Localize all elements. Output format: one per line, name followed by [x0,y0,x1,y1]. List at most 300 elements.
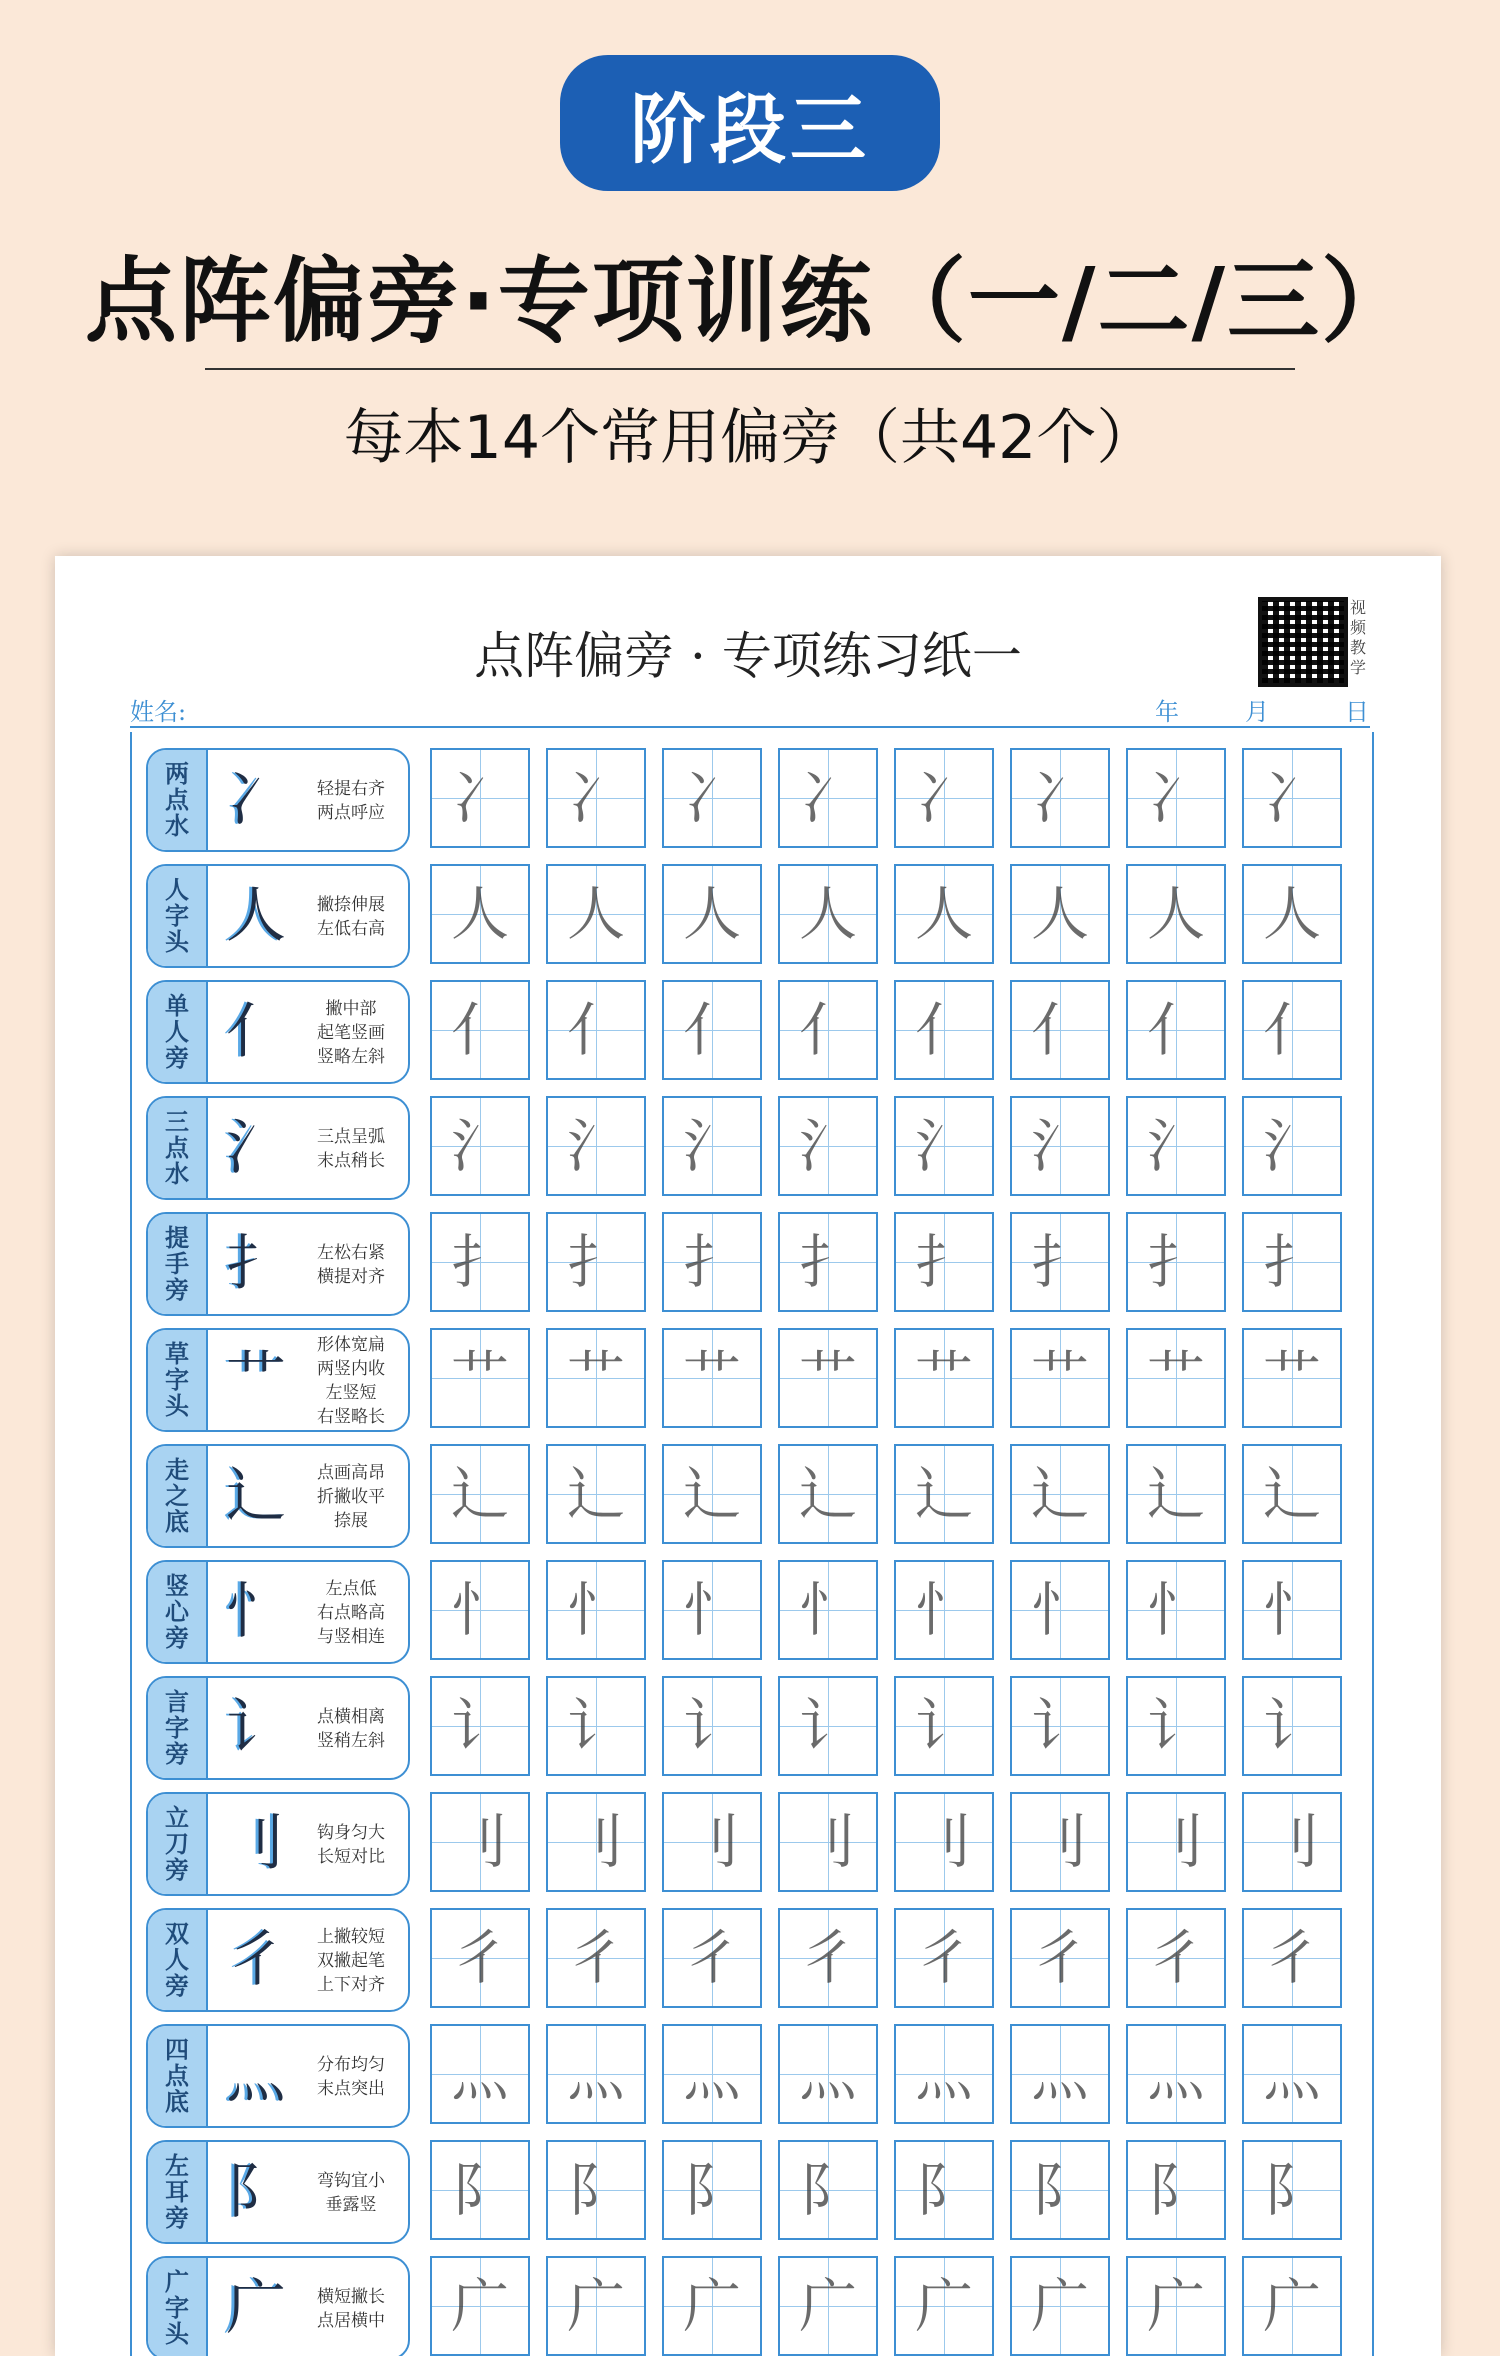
practice-cell[interactable] [1242,1676,1342,1776]
radical-name-char: 旁 [165,2203,189,2232]
practice-cell[interactable] [1010,1328,1110,1428]
radical-tip-line: 形体宽扁 [317,1335,385,1355]
radical-name-char: 旁 [165,1623,189,1652]
practice-cell[interactable] [1010,748,1110,848]
practice-cell[interactable] [778,1908,878,2008]
practice-cell[interactable] [430,864,530,964]
radical-sample-glyph: 灬 [226,2041,286,2111]
radical-name-char: 两 [165,759,189,788]
radical-tip-line: 三点呈弧 [317,1127,385,1147]
practice-cell[interactable] [778,1212,878,1312]
radical-name-char: 人 [165,1945,189,1974]
radical-name-char: 旁 [165,1739,189,1768]
dotted-trace-glyph: 忄 [1146,1576,1205,1644]
practice-cell[interactable] [546,1444,646,1544]
practice-cell[interactable] [1242,1908,1342,2008]
radical-sample-glyph: 刂 [226,1809,286,1879]
radical-name-char: 旁 [165,1855,189,1884]
dotted-trace-glyph: 刂 [682,1808,741,1876]
radical-row [132,1906,1372,2014]
dotted-trace-glyph: 艹 [1146,1344,1205,1412]
practice-cell[interactable] [430,1444,530,1544]
practice-cell[interactable] [662,2024,762,2124]
radical-tip-line: 末点突出 [317,2079,385,2099]
dotted-trace-glyph: 辶 [1262,1460,1321,1528]
radical-row [132,2138,1372,2246]
dotted-trace-glyph: 亻 [798,996,857,1064]
practice-cell[interactable] [1242,1096,1342,1196]
radical-label-card [146,1328,410,1432]
radical-tip-line: 横提对齐 [317,1267,385,1287]
radical-sample-glyph: 阝 [226,2157,286,2227]
practice-cell[interactable] [430,748,530,848]
practice-cell[interactable] [1010,2024,1110,2124]
practice-cell[interactable] [662,1676,762,1776]
radical-name [148,1794,208,1894]
practice-cell[interactable] [546,1676,646,1776]
practice-cell[interactable] [662,1908,762,2008]
radical-sample-glyph: 亻 [226,997,286,1067]
radical-label-card [146,1908,410,2012]
practice-cell[interactable] [546,1792,646,1892]
dotted-trace-glyph: 灬 [1146,2040,1205,2108]
dotted-trace-glyph: 艹 [1030,1344,1089,1412]
radical-label-card [146,1676,410,1780]
radical-name-char: 旁 [165,1971,189,2000]
dotted-trace-glyph: 阝 [914,2156,973,2224]
practice-cell[interactable] [894,1444,994,1544]
radical-tip-line: 撇捺伸展 [317,895,385,915]
practice-cell[interactable] [778,1676,878,1776]
dotted-trace-glyph: 灬 [1262,2040,1321,2108]
practice-cell[interactable] [662,1096,762,1196]
radical-name-char: 左 [165,2151,189,2180]
dotted-trace-glyph: 冫 [798,764,857,832]
dotted-trace-glyph: 扌 [798,1228,857,1296]
dotted-trace-glyph: 灬 [914,2040,973,2108]
practice-cell[interactable] [1242,864,1342,964]
practice-cell[interactable] [662,864,762,964]
practice-cell[interactable] [546,1908,646,2008]
dotted-trace-glyph: 广 [450,2272,509,2340]
radical-sample-glyph: 讠 [226,1693,286,1763]
radical-row [132,1326,1372,1434]
radical-name [148,750,208,850]
practice-cell[interactable] [894,1328,994,1428]
radical-row [132,862,1372,970]
practice-cell[interactable] [778,1560,878,1660]
practice-cell[interactable] [662,2140,762,2240]
radical-row [132,2022,1372,2130]
practice-cell[interactable] [1242,2140,1342,2240]
dotted-trace-glyph: 艹 [1262,1344,1321,1412]
practice-cell[interactable] [546,2024,646,2124]
radical-tip-line: 左低右高 [317,919,385,939]
dotted-trace-glyph: 彳 [566,1924,625,1992]
radical-tip-line: 点横相离 [317,1707,385,1727]
radical-tips [298,1456,404,1538]
radical-tips [298,2152,404,2234]
practice-cell[interactable] [778,1096,878,1196]
radical-tip-line: 末点稍长 [317,1151,385,1171]
practice-cell[interactable] [430,2256,530,2356]
radical-name-char: 点 [165,785,189,814]
practice-cell[interactable] [1126,1444,1226,1544]
dotted-trace-glyph: 忄 [1262,1576,1321,1644]
practice-cell[interactable] [1126,864,1226,964]
radical-row [132,1790,1372,1898]
practice-cell[interactable] [430,1676,530,1776]
radical-label-card [146,980,410,1084]
practice-cell[interactable] [778,864,878,964]
dotted-trace-glyph: 氵 [1146,1112,1205,1180]
radical-sample-glyph: 冫 [226,765,286,835]
practice-cell[interactable] [546,2140,646,2240]
radical-row [132,746,1372,854]
practice-cell[interactable] [662,1792,762,1892]
radical-name-char: 头 [165,927,189,956]
radical-sample-glyph: 忄 [226,1577,286,1647]
radical-tips [298,1224,404,1306]
dotted-trace-glyph: 人 [682,880,741,948]
practice-cell[interactable] [1242,1560,1342,1660]
radical-name-char: 立 [165,1803,189,1832]
radical-tip-line: 钩身匀大 [317,1823,385,1843]
radical-name [148,1098,208,1198]
practice-cell[interactable] [546,2256,646,2356]
radical-tip-line: 两竖内收 [317,1359,385,1379]
dotted-trace-glyph: 彳 [1146,1924,1205,1992]
practice-cell[interactable] [778,980,878,1080]
radical-name-char: 人 [165,875,189,904]
dotted-trace-glyph: 讠 [798,1692,857,1760]
practice-cell[interactable] [894,1096,994,1196]
radical-row [132,1210,1372,1318]
dotted-trace-glyph: 灬 [450,2040,509,2108]
practice-cell[interactable] [1010,864,1110,964]
practice-cell[interactable] [778,748,878,848]
radical-tip-line: 竖稍左斜 [317,1731,385,1751]
dotted-trace-glyph: 阝 [1030,2156,1089,2224]
practice-cell[interactable] [1126,1792,1226,1892]
practice-cell[interactable] [662,1328,762,1428]
dotted-trace-glyph: 氵 [1030,1112,1089,1180]
radical-name-char: 心 [165,1597,189,1626]
practice-cell[interactable] [1242,980,1342,1080]
practice-cell[interactable] [1242,1444,1342,1544]
radical-label-card [146,1560,410,1664]
dotted-trace-glyph: 阝 [1262,2156,1321,2224]
dotted-trace-glyph: 灬 [1030,2040,1089,2108]
practice-cell[interactable] [1010,1444,1110,1544]
dotted-trace-glyph: 彳 [682,1924,741,1992]
dotted-trace-glyph: 忄 [450,1576,509,1644]
dotted-trace-glyph: 扌 [1262,1228,1321,1296]
practice-cell[interactable] [546,980,646,1080]
header-divider [130,726,1370,728]
dotted-trace-glyph: 人 [1030,880,1089,948]
radical-sample-glyph: 彳 [226,1925,286,1995]
practice-cell[interactable] [430,2140,530,2240]
radical-tip-line: 上下对齐 [317,1975,385,1995]
dotted-trace-glyph: 刂 [450,1808,509,1876]
radical-label-card [146,2256,410,2356]
practice-cell[interactable] [1010,1908,1110,2008]
practice-cell[interactable] [778,1444,878,1544]
practice-cell[interactable] [1242,1328,1342,1428]
dotted-trace-glyph: 扌 [566,1228,625,1296]
dotted-trace-glyph: 亻 [1146,996,1205,1064]
practice-grid [130,732,1374,2356]
practice-cell[interactable] [430,2024,530,2124]
radical-label-card [146,864,410,968]
dotted-trace-glyph: 阝 [566,2156,625,2224]
radical-label-card [146,1792,410,1896]
dotted-trace-glyph: 刂 [566,1808,625,1876]
dotted-trace-glyph: 彳 [450,1924,509,1992]
practice-cell[interactable] [894,1676,994,1776]
radical-sample-glyph: 氵 [226,1113,286,1183]
practice-cell[interactable] [430,1212,530,1312]
dotted-trace-glyph: 讠 [1262,1692,1321,1760]
dotted-trace-glyph: 刂 [1146,1808,1205,1876]
practice-cell[interactable] [662,1212,762,1312]
practice-cell[interactable] [1242,2256,1342,2356]
practice-cell[interactable] [546,1328,646,1428]
practice-cell[interactable] [430,1096,530,1196]
radical-tip-line: 折撇收平 [317,1487,385,1507]
practice-cell[interactable] [1010,1560,1110,1660]
dotted-trace-glyph: 人 [566,880,625,948]
radical-tip-line: 捺展 [334,1511,368,1531]
radical-tip-line: 两点呼应 [317,803,385,823]
practice-cell[interactable] [430,980,530,1080]
dotted-trace-glyph: 辶 [450,1460,509,1528]
radical-tip-line: 上撇较短 [317,1927,385,1947]
practice-cell[interactable] [662,980,762,1080]
radical-name [148,866,208,966]
dotted-trace-glyph: 广 [798,2272,857,2340]
radical-name-char: 点 [165,2061,189,2090]
radical-name [148,2258,208,2356]
practice-cell[interactable] [1010,2140,1110,2240]
practice-cell[interactable] [1010,1676,1110,1776]
dotted-trace-glyph: 亻 [914,996,973,1064]
radical-tip-line: 分布均匀 [317,2055,385,2075]
practice-cell[interactable] [430,1792,530,1892]
practice-cell[interactable] [662,748,762,848]
radical-name [148,1214,208,1314]
radical-tip-line: 撇中部 [325,999,377,1019]
radical-row [132,1558,1372,1666]
practice-cell[interactable] [1126,980,1226,1080]
dotted-trace-glyph: 忄 [682,1576,741,1644]
dotted-trace-glyph: 阝 [798,2156,857,2224]
practice-cell[interactable] [778,1792,878,1892]
radical-sample-glyph: 辶 [226,1461,286,1531]
radical-sample-glyph: 广 [226,2273,286,2343]
practice-cell[interactable] [1242,1792,1342,1892]
radical-name-char: 刀 [165,1829,189,1858]
radical-name-char: 点 [165,1133,189,1162]
radical-name-char: 耳 [165,2177,189,2206]
dotted-trace-glyph: 刂 [914,1808,973,1876]
dotted-trace-glyph: 广 [1030,2272,1089,2340]
practice-cell[interactable] [430,1328,530,1428]
qr-code-icon[interactable] [1258,597,1348,687]
dotted-trace-glyph: 亻 [566,996,625,1064]
practice-cell[interactable] [1126,1096,1226,1196]
practice-cell[interactable] [430,1560,530,1660]
radical-row [132,2254,1372,2356]
radical-tips [298,1920,404,2002]
practice-cell[interactable] [778,2140,878,2240]
practice-cell[interactable] [1126,2024,1226,2124]
radical-label-card [146,1096,410,1200]
dotted-trace-glyph: 辶 [914,1460,973,1528]
radical-name-char: 字 [165,1713,189,1742]
practice-cell[interactable] [1126,2256,1226,2356]
radical-name [148,1562,208,1662]
practice-cell[interactable] [546,748,646,848]
dotted-trace-glyph: 氵 [798,1112,857,1180]
dotted-trace-glyph: 艹 [914,1344,973,1412]
name-label: 姓名: [130,698,187,726]
dotted-trace-glyph: 氵 [914,1112,973,1180]
radical-tips [298,1572,404,1654]
radical-tip-line: 点居横中 [317,2311,385,2331]
radical-name [148,1330,208,1430]
practice-cell[interactable] [1010,2256,1110,2356]
practice-cell[interactable] [1126,1908,1226,2008]
radical-name-char: 三 [165,1107,189,1136]
practice-cell[interactable] [778,2256,878,2356]
dotted-trace-glyph: 广 [914,2272,973,2340]
practice-cell[interactable] [430,1908,530,2008]
radical-name [148,1678,208,1778]
radical-name-char: 字 [165,1365,189,1394]
practice-cell[interactable] [546,1212,646,1312]
radical-name [148,1910,208,2010]
dotted-trace-glyph: 辶 [682,1460,741,1528]
dotted-trace-glyph: 人 [1146,880,1205,948]
dotted-trace-glyph: 扌 [450,1228,509,1296]
dotted-trace-glyph: 灬 [682,2040,741,2108]
radical-sample-glyph: 扌 [226,1229,286,1299]
practice-sheet [55,556,1441,2356]
dotted-trace-glyph: 讠 [914,1692,973,1760]
dotted-trace-glyph: 辶 [1146,1460,1205,1528]
dotted-trace-glyph: 阝 [450,2156,509,2224]
practice-cell[interactable] [894,2140,994,2240]
radical-name-char: 广 [165,2267,189,2296]
practice-cell[interactable] [546,1096,646,1196]
practice-cell[interactable] [894,748,994,848]
radical-tip-line: 右竖略长 [317,1407,385,1427]
practice-cell[interactable] [1242,2024,1342,2124]
practice-cell[interactable] [1126,1560,1226,1660]
practice-cell[interactable] [1126,1676,1226,1776]
practice-cell[interactable] [1242,748,1342,848]
dotted-trace-glyph: 人 [798,880,857,948]
practice-cell[interactable] [778,2024,878,2124]
dotted-trace-glyph: 讠 [1030,1692,1089,1760]
practice-cell[interactable] [894,1908,994,2008]
practice-cell[interactable] [894,864,994,964]
dotted-trace-glyph: 忄 [798,1576,857,1644]
radical-name [148,1446,208,1546]
radical-tip-line: 轻提右齐 [317,779,385,799]
qr-caption: 视频教学 [1350,598,1367,677]
radical-tip-line: 竖略左斜 [317,1047,385,1067]
radical-tip-line: 起笔竖画 [317,1023,385,1043]
radical-name-char: 底 [165,2087,189,2116]
radical-name-char: 水 [165,1159,189,1188]
practice-cell[interactable] [662,1444,762,1544]
practice-cell[interactable] [894,980,994,1080]
dotted-trace-glyph: 广 [1146,2272,1205,2340]
radical-tips [298,992,404,1074]
dotted-trace-glyph: 氵 [682,1112,741,1180]
dotted-trace-glyph: 刂 [1262,1808,1321,1876]
practice-cell[interactable] [546,1560,646,1660]
radical-name-char: 底 [165,1507,189,1536]
practice-cell[interactable] [778,1328,878,1428]
month-label: 月 [1245,698,1269,726]
radical-name [148,2142,208,2242]
practice-cell[interactable] [1010,1212,1110,1312]
dotted-trace-glyph: 冫 [682,764,741,832]
day-label: 日 [1345,698,1369,726]
dotted-trace-glyph: 阝 [1146,2156,1205,2224]
practice-cell[interactable] [1126,2140,1226,2240]
radical-tip-line: 弯钩宜小 [317,2171,385,2191]
radical-name-char: 单 [165,991,189,1020]
radical-tip-line: 左松右紧 [317,1243,385,1263]
practice-cell[interactable] [1010,1792,1110,1892]
practice-cell[interactable] [1010,980,1110,1080]
radical-name-char: 手 [165,1249,189,1278]
radical-name [148,2026,208,2126]
practice-cell[interactable] [1242,1212,1342,1312]
practice-cell[interactable] [662,1560,762,1660]
practice-cell[interactable] [894,1792,994,1892]
dotted-trace-glyph: 辶 [798,1460,857,1528]
dotted-trace-glyph: 讠 [450,1692,509,1760]
practice-cell[interactable] [546,864,646,964]
year-label: 年 [1155,698,1179,726]
practice-cell[interactable] [1126,1212,1226,1312]
practice-cell[interactable] [894,1560,994,1660]
radical-name-char: 双 [165,1919,189,1948]
practice-cell[interactable] [1126,1328,1226,1428]
practice-cell[interactable] [1010,1096,1110,1196]
practice-cell[interactable] [894,2256,994,2356]
dotted-trace-glyph: 扌 [1146,1228,1205,1296]
practice-cell[interactable] [894,1212,994,1312]
radical-tip-line: 点画高昂 [317,1463,385,1483]
radical-name-char: 草 [165,1339,189,1368]
practice-cell[interactable] [662,2256,762,2356]
radical-tips [298,1335,404,1427]
dotted-trace-glyph: 冫 [1030,764,1089,832]
dotted-trace-glyph: 讠 [682,1692,741,1760]
practice-cell[interactable] [894,2024,994,2124]
radical-tips [298,1108,404,1190]
practice-cell[interactable] [1126,748,1226,848]
radical-tip-line: 双撇起笔 [317,1951,385,1971]
radical-name-char: 言 [165,1687,189,1716]
